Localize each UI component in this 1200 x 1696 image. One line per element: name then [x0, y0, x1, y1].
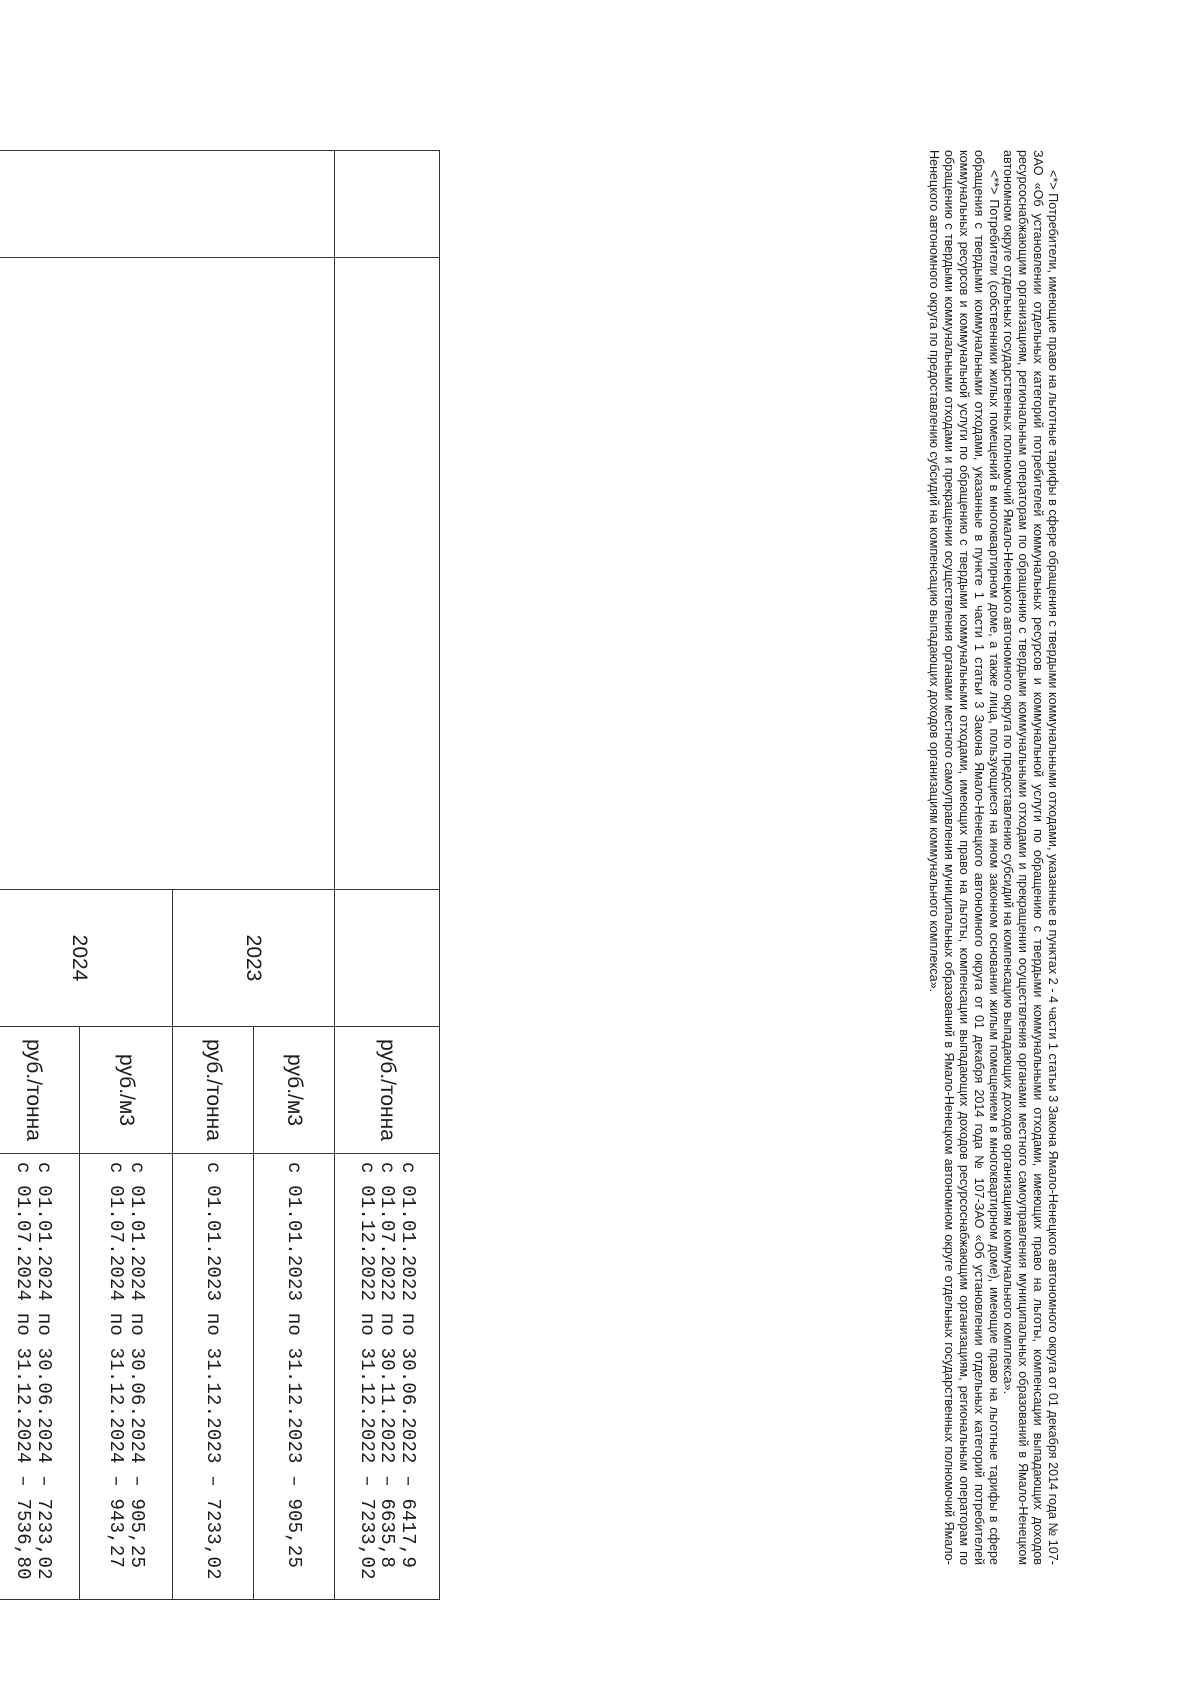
footnote-1: <*> Потребители, имеющие право на льготные тарифы в сфере обращения с твердыми коммунальными отходами, указанные в пунктах 2 - 4 части 1 статьи 3 Закона Ямало-Ненецкого автономного округа от 01 декабря 2014 года № 107-ЗАО «Об установлении отдельных категорий потребителей коммунальных ресурсов и коммунальной услуги по обращению с твердыми коммунальными отходами, имеющих право на льготы, компенсации выпадающих доходов ресурсоснабжающим организациям, региональным операторам по обращению с твердыми коммунальными отходами и прекращении осуществления органами местного самоуправления муниципальных образований в Ямало-Ненецком автономном округе отдельных государственных полномочий Ямало-Ненецкого автономного округа по предоставлению субсидий на компенсацию выпадающих доходов организациям коммунального комплекса». — [1001, 150, 1060, 1565]
value-line: с 01.01.2023 по 31.12.2023 – 905,25 — [283, 1162, 306, 1569]
unit-cell: руб./тонна — [0, 1027, 80, 1154]
year-cell — [335, 890, 440, 1027]
group-name-cell — [335, 258, 440, 890]
values-cell — [254, 1154, 335, 1600]
table-row — [254, 151, 335, 1600]
values-cell — [0, 1154, 80, 1600]
value-line: с 01.01.2022 по 30.06.2022 – 6417,9 — [396, 1162, 419, 1569]
value-line: с 01.01.2024 по 30.06.2024 – 7233,02 — [32, 1162, 55, 1580]
unit-cell: руб./тонна — [173, 1027, 254, 1154]
group-name-cell — [0, 258, 335, 890]
row-number-cell — [335, 151, 440, 258]
values-cell — [173, 1154, 254, 1600]
values-cell — [335, 1154, 440, 1600]
value-line: с 01.07.2022 по 30.11.2022 – 6635,8 — [376, 1162, 399, 1569]
footnote-2: <**> Потребители (собственники жилых помещений в многоквартирном доме, а также лица, пользующиеся на ином законном основании жилым помещением в многоквартирном доме), имеющие право на льготные тарифы в сфере обращения с твердыми коммунальными отходами, указанные в пункте 1 части 1 статьи 3 Закона Ямало-Ненецкого автономного округа от 01 декабря 2014 года № 107-ЗАО «Об установлении отдельных категорий потребителей коммунальных ресурсов и коммунальной услуги по обращению с твердыми коммунальными отходами, имеющих право на льготы, компенсации выпадающих доходов ресурсоснабжающим организациям, региональным операторам по обращению с твердыми коммунальными отходами и прекращении осуществления органами местного самоуправления муниципальных образований в Ямало-Ненецком автономном округе отдельных государственных полномочий Ямало-Ненецкого автономного округа по предоставлению субсидий на компенсацию выпадающих доходов организациям коммунального комплекса». — [927, 150, 1001, 1565]
unit-cell: руб./м3 — [254, 1027, 335, 1154]
row-number-cell — [0, 151, 335, 258]
value-line: с 01.01.2023 по 31.12.2023 – 7233,02 — [202, 1162, 225, 1580]
unit-cell: руб./тонна — [335, 1027, 440, 1154]
footnotes — [926, 150, 1060, 1565]
values-cell — [80, 1154, 173, 1600]
table-row — [335, 151, 440, 1600]
value-line: с 01.07.2024 по 31.12.2024 – 943,27 — [105, 1162, 127, 1569]
value-line: с 01.07.2024 по 31.12.2024 – 7536,80 — [12, 1162, 34, 1580]
tariff-table — [0, 150, 440, 1600]
value-line: с 01.12.2022 по 31.12.2022 – 7233,02 — [355, 1162, 378, 1580]
value-line: с 01.01.2024 по 30.06.2024 – 905,25 — [125, 1162, 148, 1569]
unit-cell: руб./м3 — [80, 1027, 173, 1154]
year-cell: 2024 — [0, 890, 173, 1027]
year-cell: 2023 — [173, 890, 335, 1027]
